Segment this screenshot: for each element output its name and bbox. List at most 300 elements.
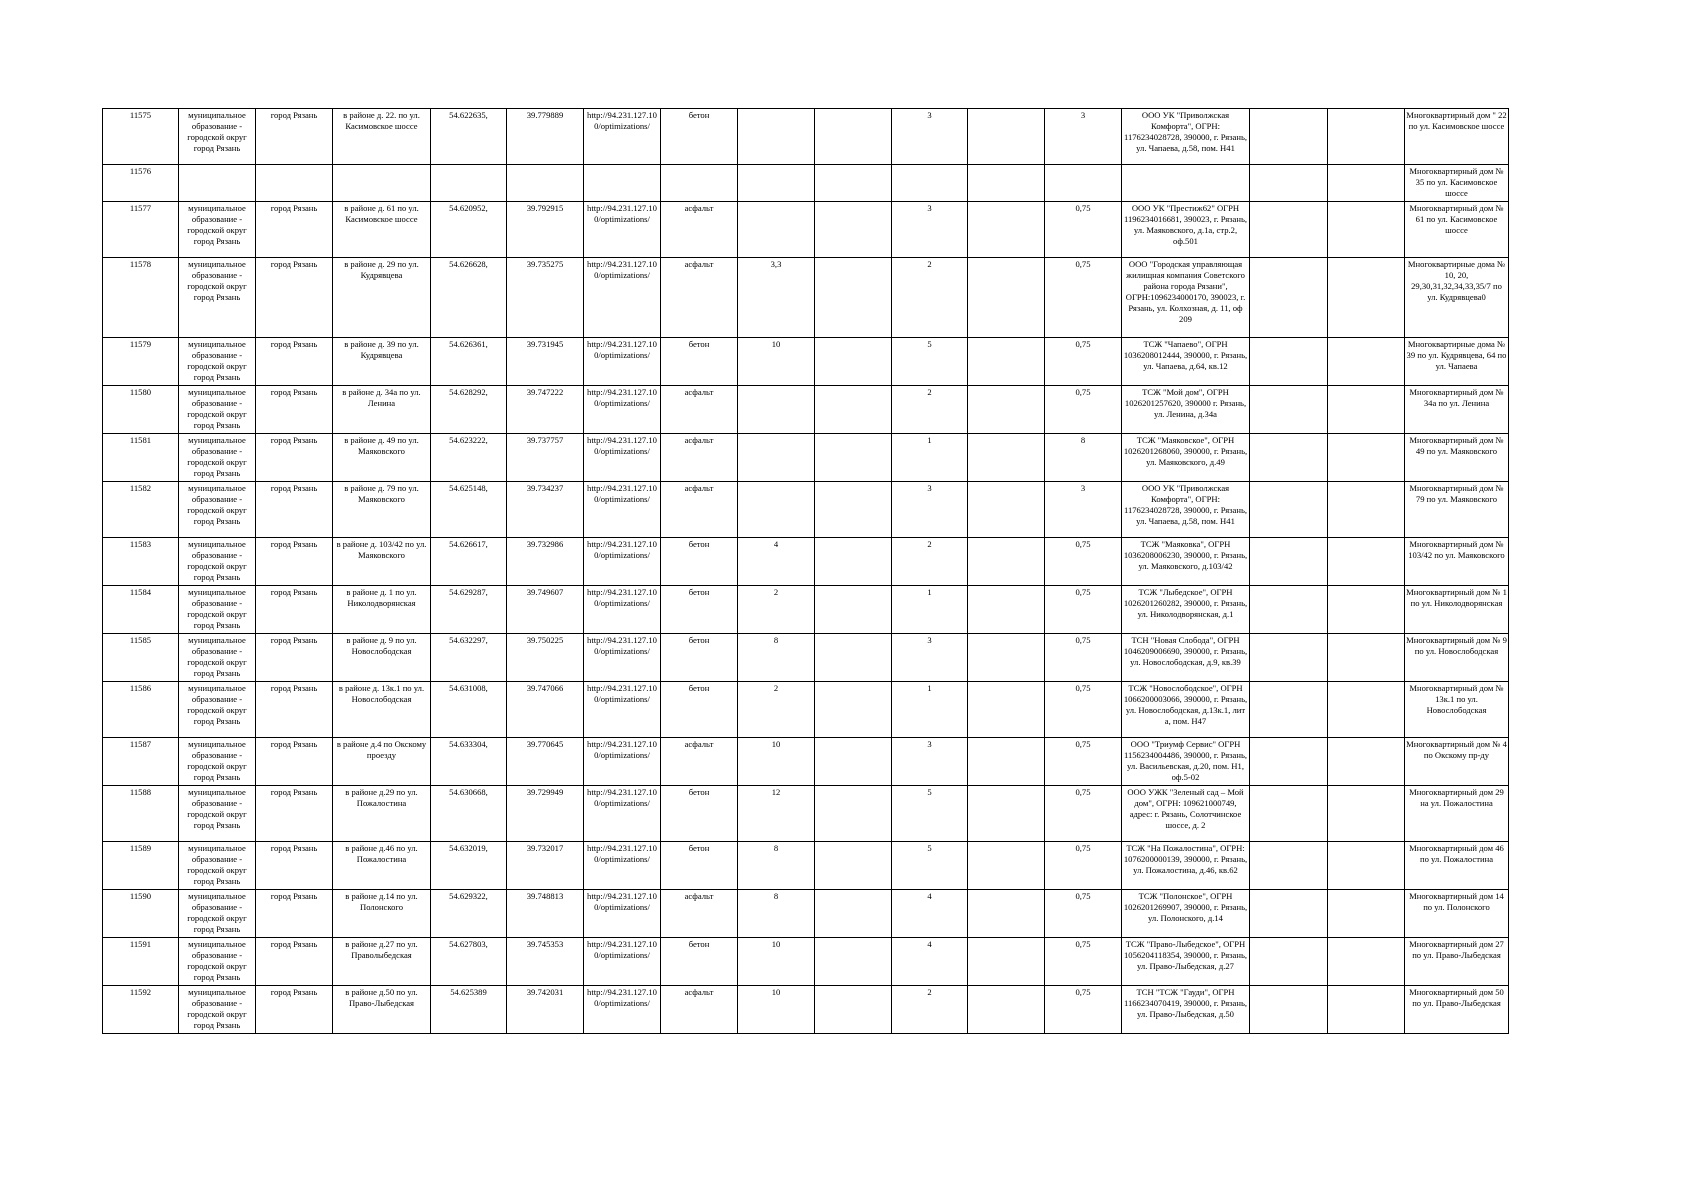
table-row bbox=[103, 890, 1509, 938]
municipality-cell: муниципальное образование - городской округ город Рязань bbox=[179, 634, 256, 682]
registry-table bbox=[102, 108, 1509, 1034]
address-cell: в районе д. 9 по ул. Новослободская bbox=[333, 634, 431, 682]
organization-cell: ООО УЖК "Зеленый сад – Мой дом", ОГРН: 109621000749, адрес: г. Рязань, Солотчинское шоссе, д. 2 bbox=[1122, 786, 1250, 842]
link-cell[interactable]: http://94.231.127.100/optimizations/ bbox=[584, 482, 661, 538]
id-cell: 11581 bbox=[103, 434, 179, 482]
municipality-cell: муниципальное образование - городской округ город Рязань bbox=[179, 482, 256, 538]
empty-cell bbox=[1328, 482, 1405, 538]
empty-cell bbox=[1328, 109, 1405, 165]
link-cell[interactable]: http://94.231.127.100/optimizations/ bbox=[584, 738, 661, 786]
empty-cell bbox=[1250, 482, 1328, 538]
organization-cell: ООО УК "Приволжская Комфорта", ОГРН: 1176234028728, 390000, г. Рязань, ул. Чапаева, д.58, пом. Н41 bbox=[1122, 109, 1250, 165]
count-cell: 3 bbox=[892, 634, 968, 682]
longitude-cell: 39.747222 bbox=[507, 386, 584, 434]
empty-cell bbox=[968, 338, 1045, 386]
volume-cell: 0,75 bbox=[1045, 890, 1122, 938]
municipality-cell: муниципальное образование - городской округ город Рязань bbox=[179, 386, 256, 434]
table-row bbox=[103, 634, 1509, 682]
empty-cell bbox=[1328, 986, 1405, 1034]
link-cell[interactable]: http://94.231.127.100/optimizations/ bbox=[584, 202, 661, 258]
id-cell: 11578 bbox=[103, 258, 179, 338]
source-cell: Многоквартирный дом № 1 по ул. Николодворянская bbox=[1405, 586, 1509, 634]
locality-cell: город Рязань bbox=[256, 482, 333, 538]
surface-cell: асфальт bbox=[661, 482, 738, 538]
empty-cell bbox=[968, 258, 1045, 338]
count-cell: 2 bbox=[892, 986, 968, 1034]
empty-cell bbox=[815, 258, 892, 338]
link-cell[interactable]: http://94.231.127.100/optimizations/ bbox=[584, 938, 661, 986]
empty-cell bbox=[815, 634, 892, 682]
link-cell[interactable] bbox=[584, 165, 661, 202]
latitude-cell bbox=[431, 165, 507, 202]
source-cell: Многоквартирный дом № 49 по ул. Маяковского bbox=[1405, 434, 1509, 482]
latitude-cell: 54.625148, bbox=[431, 482, 507, 538]
surface-cell: асфальт bbox=[661, 386, 738, 434]
locality-cell: город Рязань bbox=[256, 682, 333, 738]
empty-cell bbox=[968, 890, 1045, 938]
locality-cell: город Рязань bbox=[256, 434, 333, 482]
latitude-cell: 54.626628, bbox=[431, 258, 507, 338]
table-row bbox=[103, 938, 1509, 986]
count-cell: 3 bbox=[892, 482, 968, 538]
empty-cell bbox=[968, 434, 1045, 482]
empty-cell bbox=[1250, 109, 1328, 165]
area-cell bbox=[738, 109, 815, 165]
organization-cell: ООО УК "Престиж62" ОГРН 1196234016681, 390023, г. Рязань, ул. Маяковского, д.1а, стр.2, оф.501 bbox=[1122, 202, 1250, 258]
link-cell[interactable]: http://94.231.127.100/optimizations/ bbox=[584, 538, 661, 586]
surface-cell: бетон bbox=[661, 842, 738, 890]
surface-cell: асфальт bbox=[661, 738, 738, 786]
source-cell: Многоквартирные дома № 39 по ул. Кудрявцева, 64 по ул. Чапаева bbox=[1405, 338, 1509, 386]
empty-cell bbox=[1250, 538, 1328, 586]
count-cell bbox=[892, 165, 968, 202]
longitude-cell: 39.792915 bbox=[507, 202, 584, 258]
address-cell: в районе д. 61 по ул. Касимовское шоссе bbox=[333, 202, 431, 258]
empty-cell bbox=[815, 386, 892, 434]
latitude-cell: 54.630668, bbox=[431, 786, 507, 842]
organization-cell: ООО "Триумф Сервис" ОГРН 1156234004486, 390000, г. Рязань, ул. Васильевская, д.20, пом. Н1, оф.5-02 bbox=[1122, 738, 1250, 786]
link-cell[interactable]: http://94.231.127.100/optimizations/ bbox=[584, 842, 661, 890]
latitude-cell: 54.626617, bbox=[431, 538, 507, 586]
volume-cell bbox=[1045, 165, 1122, 202]
id-cell: 11584 bbox=[103, 586, 179, 634]
surface-cell: бетон bbox=[661, 938, 738, 986]
empty-cell bbox=[1250, 634, 1328, 682]
area-cell bbox=[738, 386, 815, 434]
empty-cell bbox=[1250, 890, 1328, 938]
empty-cell bbox=[968, 482, 1045, 538]
locality-cell: город Рязань bbox=[256, 202, 333, 258]
empty-cell bbox=[815, 202, 892, 258]
link-cell[interactable]: http://94.231.127.100/optimizations/ bbox=[584, 586, 661, 634]
volume-cell: 8 bbox=[1045, 434, 1122, 482]
locality-cell: город Рязань bbox=[256, 986, 333, 1034]
volume-cell: 0,75 bbox=[1045, 586, 1122, 634]
latitude-cell: 54.629287, bbox=[431, 586, 507, 634]
municipality-cell: муниципальное образование - городской округ город Рязань bbox=[179, 338, 256, 386]
municipality-cell: муниципальное образование - городской округ город Рязань bbox=[179, 434, 256, 482]
empty-cell bbox=[815, 109, 892, 165]
municipality-cell: муниципальное образование - городской округ город Рязань bbox=[179, 842, 256, 890]
empty-cell bbox=[968, 682, 1045, 738]
longitude-cell: 39.731945 bbox=[507, 338, 584, 386]
empty-cell bbox=[1250, 738, 1328, 786]
link-cell[interactable]: http://94.231.127.100/optimizations/ bbox=[584, 634, 661, 682]
source-cell: Многоквартирный дом " 22 по ул. Касимовское шоссе bbox=[1405, 109, 1509, 165]
empty-cell bbox=[968, 202, 1045, 258]
locality-cell: город Рязань bbox=[256, 634, 333, 682]
address-cell: в районе д.4 по Окскому проезду bbox=[333, 738, 431, 786]
empty-cell bbox=[815, 434, 892, 482]
volume-cell: 0,75 bbox=[1045, 386, 1122, 434]
volume-cell: 0,75 bbox=[1045, 202, 1122, 258]
count-cell: 3 bbox=[892, 738, 968, 786]
link-cell[interactable]: http://94.231.127.100/optimizations/ bbox=[584, 258, 661, 338]
address-cell: в районе д.50 по ул. Право-Лыбедская bbox=[333, 986, 431, 1034]
empty-cell bbox=[815, 482, 892, 538]
empty-cell bbox=[1328, 202, 1405, 258]
locality-cell: город Рязань bbox=[256, 258, 333, 338]
area-cell: 10 bbox=[738, 338, 815, 386]
surface-cell: бетон bbox=[661, 109, 738, 165]
source-cell: Многоквартирный дом № 79 по ул. Маяковского bbox=[1405, 482, 1509, 538]
surface-cell: бетон bbox=[661, 682, 738, 738]
organization-cell: ТСЖ "Маяковское", ОГРН 1026201268060, 390000, г. Рязань, ул. Маяковского, д.49 bbox=[1122, 434, 1250, 482]
table-row bbox=[103, 538, 1509, 586]
id-cell: 11579 bbox=[103, 338, 179, 386]
count-cell: 2 bbox=[892, 538, 968, 586]
municipality-cell bbox=[179, 165, 256, 202]
latitude-cell: 54.629322, bbox=[431, 890, 507, 938]
link-cell[interactable]: http://94.231.127.100/optimizations/ bbox=[584, 986, 661, 1034]
latitude-cell: 54.626361, bbox=[431, 338, 507, 386]
area-cell: 8 bbox=[738, 890, 815, 938]
area-cell: 10 bbox=[738, 738, 815, 786]
locality-cell: город Рязань bbox=[256, 538, 333, 586]
count-cell: 4 bbox=[892, 890, 968, 938]
empty-cell bbox=[1328, 890, 1405, 938]
id-cell: 11577 bbox=[103, 202, 179, 258]
longitude-cell: 39.747066 bbox=[507, 682, 584, 738]
volume-cell: 3 bbox=[1045, 109, 1122, 165]
empty-cell bbox=[968, 842, 1045, 890]
address-cell: в районе д.46 по ул. Пожалостина bbox=[333, 842, 431, 890]
surface-cell: асфальт bbox=[661, 202, 738, 258]
area-cell: 2 bbox=[738, 586, 815, 634]
empty-cell bbox=[815, 786, 892, 842]
empty-cell bbox=[1328, 586, 1405, 634]
surface-cell: бетон bbox=[661, 586, 738, 634]
empty-cell bbox=[1250, 386, 1328, 434]
empty-cell bbox=[968, 938, 1045, 986]
id-cell: 11585 bbox=[103, 634, 179, 682]
latitude-cell: 54.627803, bbox=[431, 938, 507, 986]
source-cell: Многоквартирный дом № 9 по ул. Новослободская bbox=[1405, 634, 1509, 682]
area-cell: 8 bbox=[738, 842, 815, 890]
source-cell: Многоквартирные дома № 10, 20, 29,30,31,32,34,33,35/7 по ул. Кудрявцева0 bbox=[1405, 258, 1509, 338]
locality-cell: город Рязань bbox=[256, 109, 333, 165]
id-cell: 11582 bbox=[103, 482, 179, 538]
id-cell: 11591 bbox=[103, 938, 179, 986]
empty-cell bbox=[815, 586, 892, 634]
empty-cell bbox=[1328, 165, 1405, 202]
organization-cell bbox=[1122, 165, 1250, 202]
area-cell: 2 bbox=[738, 682, 815, 738]
locality-cell: город Рязань bbox=[256, 386, 333, 434]
longitude-cell: 39.737757 bbox=[507, 434, 584, 482]
organization-cell: ТСЖ "Право-Лыбедское", ОГРН 1056204118354, 390000, г. Рязань, ул. Право-Лыбедская, д.27 bbox=[1122, 938, 1250, 986]
link-cell[interactable]: http://94.231.127.100/optimizations/ bbox=[584, 109, 661, 165]
table-row bbox=[103, 786, 1509, 842]
surface-cell: бетон bbox=[661, 538, 738, 586]
empty-cell bbox=[968, 586, 1045, 634]
empty-cell bbox=[1250, 586, 1328, 634]
organization-cell: ТСЖ "Маяковка", ОГРН 1036208006230, 390000, г. Рязань, ул. Маяковского, д.103/42 bbox=[1122, 538, 1250, 586]
empty-cell bbox=[1250, 258, 1328, 338]
id-cell: 11586 bbox=[103, 682, 179, 738]
municipality-cell: муниципальное образование - городской округ город Рязань bbox=[179, 682, 256, 738]
address-cell: в районе д. 103/42 по ул. Маяковского bbox=[333, 538, 431, 586]
organization-cell: ТСЖ "Лыбедское", ОГРН 1026201260282, 390000, г. Рязань, ул. Николодворянская, д.1 bbox=[1122, 586, 1250, 634]
empty-cell bbox=[1250, 786, 1328, 842]
organization-cell: ТСН "Новая Слобода", ОГРН 1046209006690, 390000, г. Рязань, ул. Новослободская, д.9, кв.39 bbox=[1122, 634, 1250, 682]
address-cell: в районе д. 49 по ул. Маяковского bbox=[333, 434, 431, 482]
latitude-cell: 54.622635, bbox=[431, 109, 507, 165]
table-row bbox=[103, 482, 1509, 538]
source-cell: Многоквартирный дом № 13к.1 по ул. Новослободская bbox=[1405, 682, 1509, 738]
volume-cell: 0,75 bbox=[1045, 842, 1122, 890]
source-cell: Многоквартирный дом 29 на ул. Пожалостина bbox=[1405, 786, 1509, 842]
address-cell: в районе д. 29 по ул. Кудрявцева bbox=[333, 258, 431, 338]
empty-cell bbox=[1328, 682, 1405, 738]
empty-cell bbox=[1328, 842, 1405, 890]
id-cell: 11592 bbox=[103, 986, 179, 1034]
latitude-cell: 54.633304, bbox=[431, 738, 507, 786]
latitude-cell: 54.628292, bbox=[431, 386, 507, 434]
organization-cell: ТСН "ТСЖ "Гауди", ОГРН 1166234070419, 390000, г. Рязань, ул. Право-Лыбедская, д.50 bbox=[1122, 986, 1250, 1034]
empty-cell bbox=[1250, 842, 1328, 890]
area-cell: 3,3 bbox=[738, 258, 815, 338]
longitude-cell: 39.749607 bbox=[507, 586, 584, 634]
count-cell: 3 bbox=[892, 202, 968, 258]
volume-cell: 0,75 bbox=[1045, 538, 1122, 586]
empty-cell bbox=[815, 986, 892, 1034]
empty-cell bbox=[1250, 165, 1328, 202]
locality-cell: город Рязань bbox=[256, 890, 333, 938]
locality-cell: город Рязань bbox=[256, 738, 333, 786]
volume-cell: 0,75 bbox=[1045, 786, 1122, 842]
volume-cell: 0,75 bbox=[1045, 258, 1122, 338]
locality-cell: город Рязань bbox=[256, 338, 333, 386]
latitude-cell: 54.632019, bbox=[431, 842, 507, 890]
empty-cell bbox=[1328, 938, 1405, 986]
address-cell: в районе д. 1 по ул. Николодворянская bbox=[333, 586, 431, 634]
municipality-cell: муниципальное образование - городской округ город Рязань bbox=[179, 986, 256, 1034]
longitude-cell bbox=[507, 165, 584, 202]
id-cell: 11580 bbox=[103, 386, 179, 434]
table-row bbox=[103, 986, 1509, 1034]
municipality-cell: муниципальное образование - городской округ город Рязань bbox=[179, 786, 256, 842]
table-row bbox=[103, 386, 1509, 434]
source-cell: Многоквартирный дом № 4 по Окскому пр-ду bbox=[1405, 738, 1509, 786]
area-cell: 10 bbox=[738, 938, 815, 986]
empty-cell bbox=[1250, 938, 1328, 986]
organization-cell: ТСЖ "Мой дом", ОГРН 1026201257620, 390000 г. Рязань, ул. Ленина, д.34а bbox=[1122, 386, 1250, 434]
source-cell: Многоквартирный дом 27 по ул. Право-Лыбедская bbox=[1405, 938, 1509, 986]
table-row bbox=[103, 586, 1509, 634]
surface-cell: бетон bbox=[661, 338, 738, 386]
count-cell: 4 bbox=[892, 938, 968, 986]
empty-cell bbox=[968, 386, 1045, 434]
municipality-cell: муниципальное образование - городской округ город Рязань bbox=[179, 938, 256, 986]
empty-cell bbox=[1250, 202, 1328, 258]
locality-cell: город Рязань bbox=[256, 938, 333, 986]
longitude-cell: 39.734237 bbox=[507, 482, 584, 538]
surface-cell: асфальт bbox=[661, 258, 738, 338]
latitude-cell: 54.632297, bbox=[431, 634, 507, 682]
volume-cell: 0,75 bbox=[1045, 738, 1122, 786]
id-cell: 11588 bbox=[103, 786, 179, 842]
address-cell: в районе д.14 по ул. Полонского bbox=[333, 890, 431, 938]
organization-cell: ТСЖ "Чапаево", ОГРН 1036208012444, 390000, г. Рязань, ул. Чапаева, д.64, кв.12 bbox=[1122, 338, 1250, 386]
address-cell: в районе д. 13к.1 по ул. Новослободская bbox=[333, 682, 431, 738]
address-cell: в районе д. 79 по ул. Маяковского bbox=[333, 482, 431, 538]
link-cell[interactable]: http://94.231.127.100/optimizations/ bbox=[584, 386, 661, 434]
id-cell: 11587 bbox=[103, 738, 179, 786]
source-cell: Многоквартирный дом № 34а по ул. Ленина bbox=[1405, 386, 1509, 434]
table-row bbox=[103, 842, 1509, 890]
municipality-cell: муниципальное образование - городской округ город Рязань bbox=[179, 258, 256, 338]
empty-cell bbox=[1328, 338, 1405, 386]
empty-cell bbox=[815, 538, 892, 586]
source-cell: Многоквартирный дом № 61 по ул. Касимовское шоссе bbox=[1405, 202, 1509, 258]
table-row bbox=[103, 202, 1509, 258]
longitude-cell: 39.750225 bbox=[507, 634, 584, 682]
id-cell: 11576 bbox=[103, 165, 179, 202]
count-cell: 2 bbox=[892, 258, 968, 338]
volume-cell: 0,75 bbox=[1045, 682, 1122, 738]
empty-cell bbox=[815, 738, 892, 786]
latitude-cell: 54.625389 bbox=[431, 986, 507, 1034]
empty-cell bbox=[815, 938, 892, 986]
empty-cell bbox=[968, 786, 1045, 842]
link-cell[interactable]: http://94.231.127.100/optimizations/ bbox=[584, 434, 661, 482]
area-cell: 8 bbox=[738, 634, 815, 682]
latitude-cell: 54.631008, bbox=[431, 682, 507, 738]
empty-cell bbox=[815, 682, 892, 738]
volume-cell: 0,75 bbox=[1045, 938, 1122, 986]
organization-cell: ООО УК "Приволжская Комфорта", ОГРН: 1176234028728, 390000, г. Рязань, ул. Чапаева, д.58, пом. Н41 bbox=[1122, 482, 1250, 538]
id-cell: 11575 bbox=[103, 109, 179, 165]
address-cell: в районе д. 39 по ул. Кудрявцева bbox=[333, 338, 431, 386]
empty-cell bbox=[968, 738, 1045, 786]
empty-cell bbox=[968, 165, 1045, 202]
volume-cell: 0,75 bbox=[1045, 986, 1122, 1034]
empty-cell bbox=[968, 986, 1045, 1034]
empty-cell bbox=[968, 538, 1045, 586]
source-cell: Многоквартирный дом 14 по ул. Полонского bbox=[1405, 890, 1509, 938]
longitude-cell: 39.748813 bbox=[507, 890, 584, 938]
empty-cell bbox=[1250, 434, 1328, 482]
table-row bbox=[103, 258, 1509, 338]
empty-cell bbox=[1250, 682, 1328, 738]
count-cell: 1 bbox=[892, 586, 968, 634]
volume-cell: 0,75 bbox=[1045, 338, 1122, 386]
empty-cell bbox=[815, 890, 892, 938]
table-row bbox=[103, 338, 1509, 386]
source-cell: Многоквартирный дом № 103/42 по ул. Маяковского bbox=[1405, 538, 1509, 586]
latitude-cell: 54.620952, bbox=[431, 202, 507, 258]
empty-cell bbox=[1328, 258, 1405, 338]
link-cell[interactable]: http://94.231.127.100/optimizations/ bbox=[584, 786, 661, 842]
surface-cell bbox=[661, 165, 738, 202]
count-cell: 5 bbox=[892, 786, 968, 842]
source-cell: Многоквартирный дом 46 по ул. Пожалостина bbox=[1405, 842, 1509, 890]
empty-cell bbox=[968, 109, 1045, 165]
surface-cell: асфальт bbox=[661, 890, 738, 938]
longitude-cell: 39.770645 bbox=[507, 738, 584, 786]
volume-cell: 0,75 bbox=[1045, 634, 1122, 682]
longitude-cell: 39.779889 bbox=[507, 109, 584, 165]
empty-cell bbox=[815, 338, 892, 386]
municipality-cell: муниципальное образование - городской округ город Рязань bbox=[179, 890, 256, 938]
empty-cell bbox=[1328, 538, 1405, 586]
empty-cell bbox=[1250, 338, 1328, 386]
count-cell: 1 bbox=[892, 434, 968, 482]
table-row bbox=[103, 682, 1509, 738]
address-cell: в районе д. 34а по ул. Ленина bbox=[333, 386, 431, 434]
area-cell bbox=[738, 165, 815, 202]
organization-cell: ТСЖ "Полонское", ОГРН 1026201269907, 390000, г. Рязань, ул. Полонского, д.14 bbox=[1122, 890, 1250, 938]
area-cell: 4 bbox=[738, 538, 815, 586]
id-cell: 11590 bbox=[103, 890, 179, 938]
id-cell: 11583 bbox=[103, 538, 179, 586]
address-cell: в районе д.27 по ул. Праволыбедская bbox=[333, 938, 431, 986]
area-cell: 12 bbox=[738, 786, 815, 842]
link-cell[interactable]: http://94.231.127.100/optimizations/ bbox=[584, 682, 661, 738]
surface-cell: бетон bbox=[661, 634, 738, 682]
empty-cell bbox=[1328, 738, 1405, 786]
area-cell bbox=[738, 202, 815, 258]
longitude-cell: 39.745353 bbox=[507, 938, 584, 986]
link-cell[interactable]: http://94.231.127.100/optimizations/ bbox=[584, 890, 661, 938]
municipality-cell: муниципальное образование - городской округ город Рязань bbox=[179, 538, 256, 586]
registry-sheet bbox=[102, 108, 1507, 1034]
municipality-cell: муниципальное образование - городской округ город Рязань bbox=[179, 109, 256, 165]
table-row bbox=[103, 165, 1509, 202]
volume-cell: 3 bbox=[1045, 482, 1122, 538]
longitude-cell: 39.729949 bbox=[507, 786, 584, 842]
area-cell bbox=[738, 434, 815, 482]
locality-cell bbox=[256, 165, 333, 202]
address-cell bbox=[333, 165, 431, 202]
source-cell: Многоквартирный дом № 35 по ул. Касимовское шоссе bbox=[1405, 165, 1509, 202]
municipality-cell: муниципальное образование - городской округ город Рязань bbox=[179, 586, 256, 634]
surface-cell: асфальт bbox=[661, 434, 738, 482]
longitude-cell: 39.735275 bbox=[507, 258, 584, 338]
source-cell: Многоквартирный дом 50 по ул. Право-Лыбедская bbox=[1405, 986, 1509, 1034]
longitude-cell: 39.732986 bbox=[507, 538, 584, 586]
table-row bbox=[103, 109, 1509, 165]
empty-cell bbox=[815, 842, 892, 890]
locality-cell: город Рязань bbox=[256, 586, 333, 634]
empty-cell bbox=[1328, 386, 1405, 434]
latitude-cell: 54.623222, bbox=[431, 434, 507, 482]
count-cell: 2 bbox=[892, 386, 968, 434]
count-cell: 5 bbox=[892, 842, 968, 890]
municipality-cell: муниципальное образование - городской округ город Рязань bbox=[179, 738, 256, 786]
link-cell[interactable]: http://94.231.127.100/optimizations/ bbox=[584, 338, 661, 386]
